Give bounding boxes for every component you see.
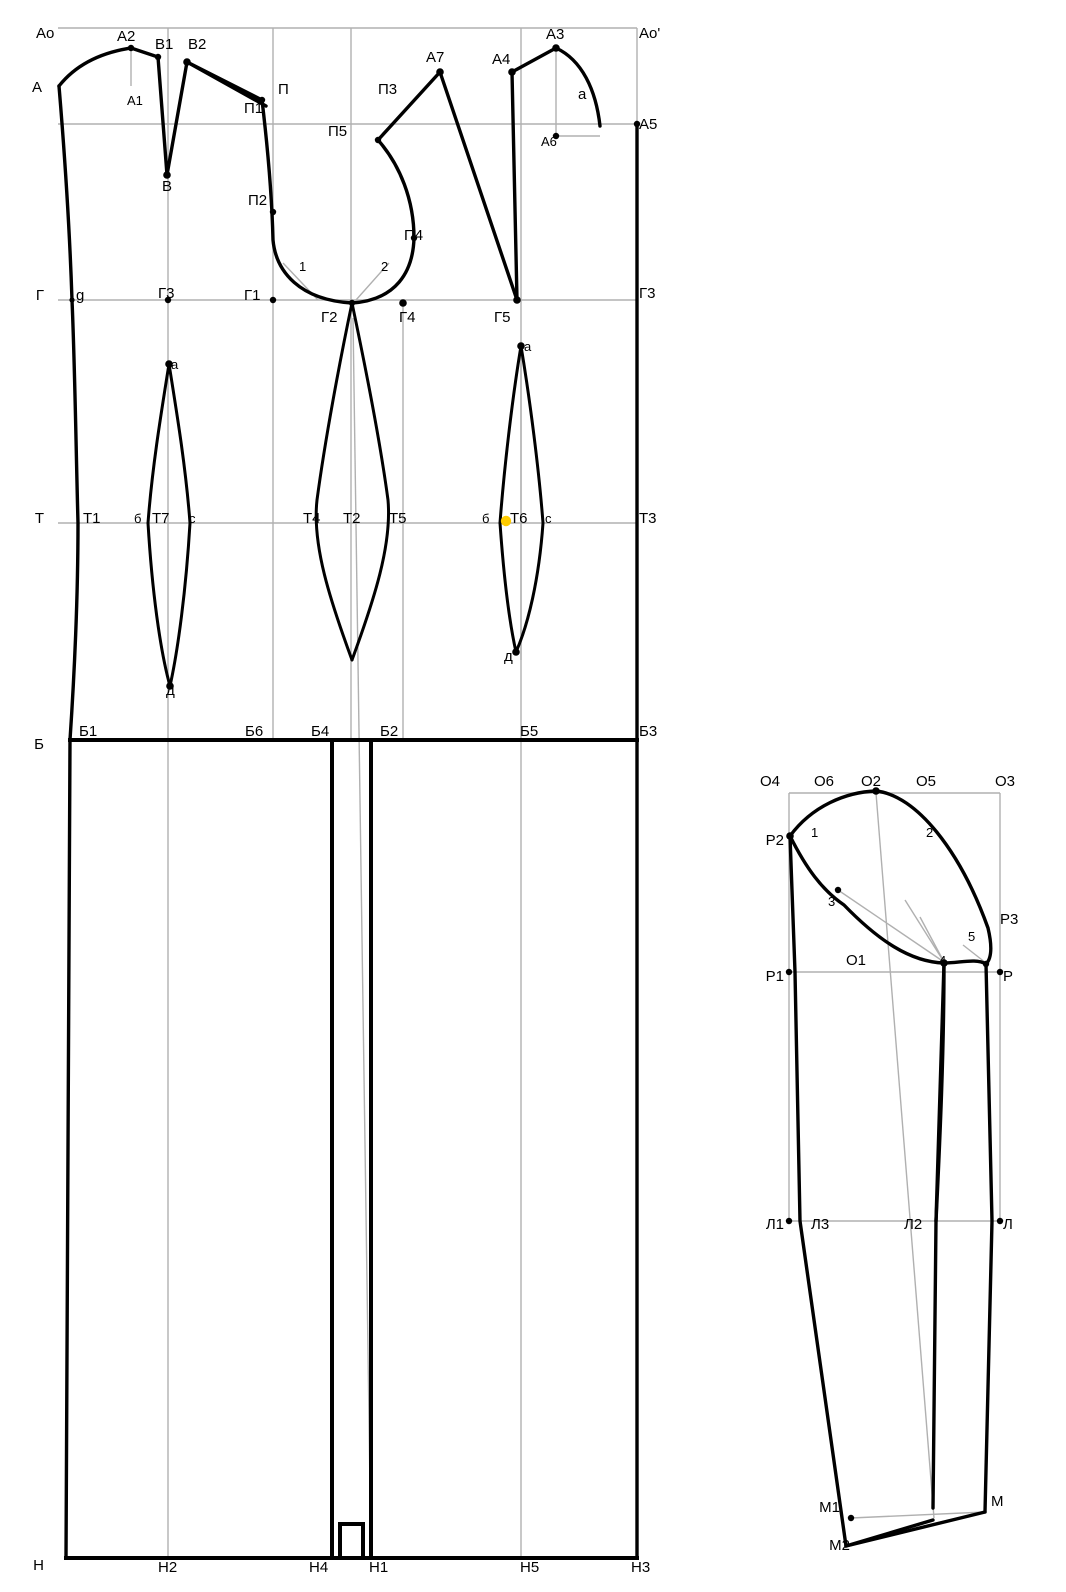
construction-lines bbox=[58, 28, 637, 1558]
svg-text:О6: О6 bbox=[814, 773, 835, 790]
svg-text:Н3: Н3 bbox=[631, 1559, 651, 1576]
svg-text:А4: А4 bbox=[492, 51, 511, 68]
svg-text:Л3: Л3 bbox=[811, 1216, 830, 1233]
svg-text:Г1: Г1 bbox=[244, 287, 261, 304]
svg-text:П4: П4 bbox=[404, 227, 424, 244]
svg-text:g: g bbox=[76, 287, 85, 304]
svg-text:Л2: Л2 bbox=[904, 1216, 923, 1233]
svg-text:Т7: Т7 bbox=[152, 510, 170, 527]
svg-text:1: 1 bbox=[811, 825, 819, 840]
svg-text:Г2: Г2 bbox=[321, 309, 338, 326]
svg-text:Б1: Б1 bbox=[79, 723, 98, 740]
svg-text:2: 2 bbox=[381, 259, 389, 274]
svg-text:Т3: Т3 bbox=[639, 510, 657, 527]
svg-text:Ао': Ао' bbox=[639, 25, 661, 42]
svg-text:Т1: Т1 bbox=[83, 510, 101, 527]
svg-text:Н2: Н2 bbox=[158, 1559, 178, 1576]
svg-text:А6: А6 bbox=[541, 134, 557, 149]
svg-text:Б4: Б4 bbox=[311, 723, 330, 740]
svg-text:Б6: Б6 bbox=[245, 723, 264, 740]
svg-text:а: а bbox=[171, 357, 179, 372]
svg-text:Г3: Г3 bbox=[158, 285, 175, 302]
svg-text:Б: Б bbox=[34, 736, 44, 753]
svg-text:Т5: Т5 bbox=[389, 510, 407, 527]
svg-text:Н1: Н1 bbox=[369, 1559, 389, 1576]
svg-text:Ао: Ао bbox=[36, 25, 55, 42]
svg-text:А2: А2 bbox=[117, 28, 136, 45]
svg-text:А3: А3 bbox=[546, 26, 565, 43]
sleeve-outline bbox=[790, 791, 992, 1546]
svg-text:с: с bbox=[545, 511, 552, 526]
svg-text:Б5: Б5 bbox=[520, 723, 539, 740]
bodice-labels bbox=[32, 25, 660, 1576]
svg-text:Т2: Т2 bbox=[343, 510, 361, 527]
svg-text:М2: М2 bbox=[829, 1537, 850, 1554]
svg-text:М: М bbox=[991, 1493, 1004, 1510]
svg-text:д: д bbox=[166, 682, 175, 699]
waist-darts bbox=[148, 303, 543, 686]
svg-text:М1: М1 bbox=[819, 1499, 840, 1516]
svg-text:б: б bbox=[482, 511, 490, 526]
bodice-outline bbox=[59, 48, 637, 1558]
sleeve-construction-lines bbox=[789, 793, 1000, 1518]
svg-text:Н4: Н4 bbox=[309, 1559, 329, 1576]
svg-text:О1: О1 bbox=[846, 952, 867, 969]
svg-text:А1: А1 bbox=[127, 93, 143, 108]
svg-text:А5: А5 bbox=[639, 116, 658, 133]
svg-text:Г4: Г4 bbox=[399, 309, 416, 326]
svg-text:Р2: Р2 bbox=[765, 832, 784, 849]
svg-text:О3: О3 bbox=[995, 773, 1016, 790]
svg-text:5: 5 bbox=[968, 929, 976, 944]
svg-text:П5: П5 bbox=[328, 123, 348, 140]
svg-text:Г: Г bbox=[35, 287, 44, 304]
skirt-outline bbox=[66, 740, 637, 1558]
svg-text:В: В bbox=[161, 178, 173, 195]
svg-text:Н: Н bbox=[33, 1557, 44, 1574]
svg-text:Р: Р bbox=[1003, 968, 1014, 985]
svg-text:1: 1 bbox=[299, 259, 307, 274]
svg-text:Р1: Р1 bbox=[765, 968, 784, 985]
svg-text:с: с bbox=[189, 511, 196, 526]
svg-text:А7: А7 bbox=[426, 49, 445, 66]
svg-text:2: 2 bbox=[926, 825, 934, 840]
svg-text:О2: О2 bbox=[861, 773, 882, 790]
svg-text:Л1: Л1 bbox=[765, 1216, 784, 1233]
svg-text:Г5: Г5 bbox=[494, 309, 511, 326]
svg-text:Р3: Р3 bbox=[1000, 911, 1019, 928]
svg-text:д: д bbox=[504, 648, 513, 665]
svg-text:Л: Л bbox=[1003, 1216, 1013, 1233]
svg-text:б: б bbox=[134, 511, 142, 526]
svg-text:3: 3 bbox=[828, 894, 836, 909]
svg-text:Т6: Т6 bbox=[510, 510, 528, 527]
svg-text:П3: П3 bbox=[378, 81, 398, 98]
svg-text:Г3: Г3 bbox=[639, 285, 656, 302]
svg-text:Б3: Б3 bbox=[639, 723, 658, 740]
svg-text:Т: Т bbox=[34, 510, 44, 527]
svg-text:4: 4 bbox=[939, 953, 947, 968]
svg-text:а: а bbox=[578, 86, 587, 103]
svg-text:О4: О4 bbox=[760, 773, 781, 790]
svg-text:П: П bbox=[278, 81, 289, 98]
svg-text:О5: О5 bbox=[916, 773, 937, 790]
svg-text:А: А bbox=[31, 79, 42, 96]
svg-text:а: а bbox=[524, 339, 532, 354]
svg-text:П1: П1 bbox=[244, 100, 264, 117]
svg-text:Б2: Б2 bbox=[380, 723, 399, 740]
svg-text:Т4: Т4 bbox=[303, 510, 321, 527]
svg-text:П2: П2 bbox=[248, 192, 268, 209]
svg-text:В2: В2 bbox=[188, 36, 207, 53]
svg-text:Н5: Н5 bbox=[520, 1559, 540, 1576]
svg-text:В1: В1 bbox=[155, 36, 174, 53]
